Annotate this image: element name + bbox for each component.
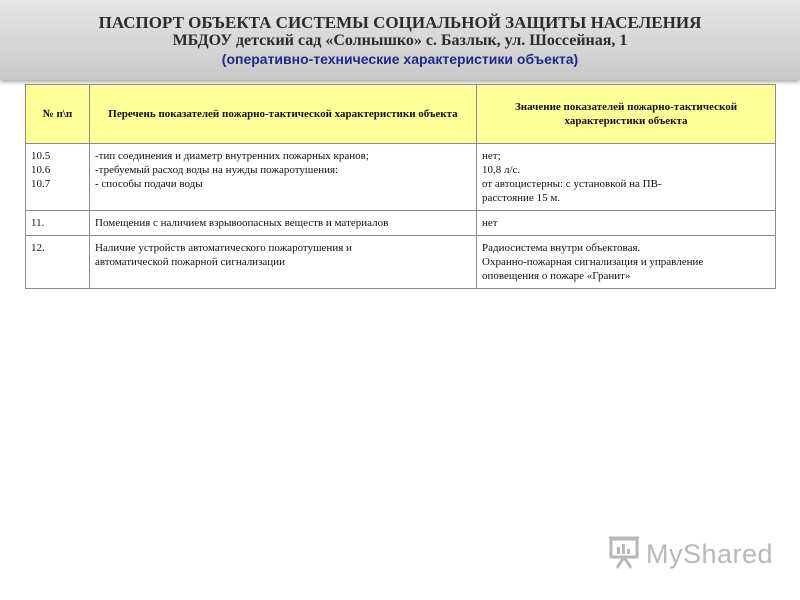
row-number-cell (26, 144, 90, 211)
cell-text-line: оповещения о пожаре «Гранит» (482, 270, 631, 282)
cell-text-line: - способы подачи воды (95, 178, 203, 190)
row-indicator-cell (90, 236, 477, 289)
cell-text-line: Наличие устройств автоматического пожаротушения и (95, 242, 352, 254)
page-title: ПАСПОРТ ОБЪЕКТА СИСТЕМЫ СОЦИАЛЬНОЙ ЗАЩИТЫ НАСЕЛЕНИЯ (98, 13, 702, 32)
table-row (26, 211, 776, 236)
page-subtitle: МБДОУ детский сад «Солнышко» с. Базлык, ул. Шоссейная, 1 (172, 32, 628, 49)
cell-text-line: 10,8 л/с. (482, 164, 521, 176)
cell-text-line: нет; (482, 150, 501, 162)
table-header-row (26, 85, 776, 144)
row-value-cell (477, 144, 776, 211)
cell-text-line: 10.5 (31, 150, 51, 162)
presentation-board-icon (608, 535, 640, 574)
row-indicator-cell (90, 144, 477, 211)
cell-text-line: Охранно-пожарная сигнализация и управление (482, 256, 704, 268)
slide-header (0, 0, 800, 80)
cell-text-line: 10.7 (31, 178, 51, 190)
row-value-cell (477, 211, 776, 236)
table-row (26, 144, 776, 211)
watermark-logo (608, 536, 773, 572)
cell-text-line: расстояние 15 м. (482, 192, 561, 204)
watermark-text: MyShared (646, 538, 774, 569)
cell-text-line: от автоцистерны: с установкой на ПВ- (482, 178, 662, 190)
page-caption: (оперативно-технические характеристики объекта) (221, 51, 579, 67)
table-row (26, 236, 776, 289)
cell-text-line: 12. (31, 242, 45, 254)
cell-text-line: нет (482, 217, 498, 229)
characteristics-table (25, 84, 776, 289)
cell-text-line: 10.6 (31, 164, 51, 176)
header-number: № п\п (26, 85, 90, 144)
row-number-cell (26, 236, 90, 289)
header-value: Значение показателей пожарно-тактической характеристики объекта (477, 85, 776, 144)
row-number-cell (26, 211, 90, 236)
cell-text-line: -тип соединения и диаметр внутренних пожарных кранов; (95, 150, 369, 162)
cell-text-line: Радиосистема внутри объектовая. (482, 242, 641, 254)
header-indicator: Перечень показателей пожарно-тактической характеристики объекта (90, 85, 477, 144)
cell-text-line: -требуемый расход воды на нужды пожаротушения: (95, 164, 339, 176)
cell-text-line: 11. (31, 217, 45, 229)
cell-text-line: автоматической пожарной сигнализации (95, 256, 285, 268)
table-body (26, 144, 776, 289)
row-value-cell (477, 236, 776, 289)
row-indicator-cell (90, 211, 477, 236)
cell-text-line: Помещения с наличием взрывоопасных веществ и материалов (95, 217, 389, 229)
